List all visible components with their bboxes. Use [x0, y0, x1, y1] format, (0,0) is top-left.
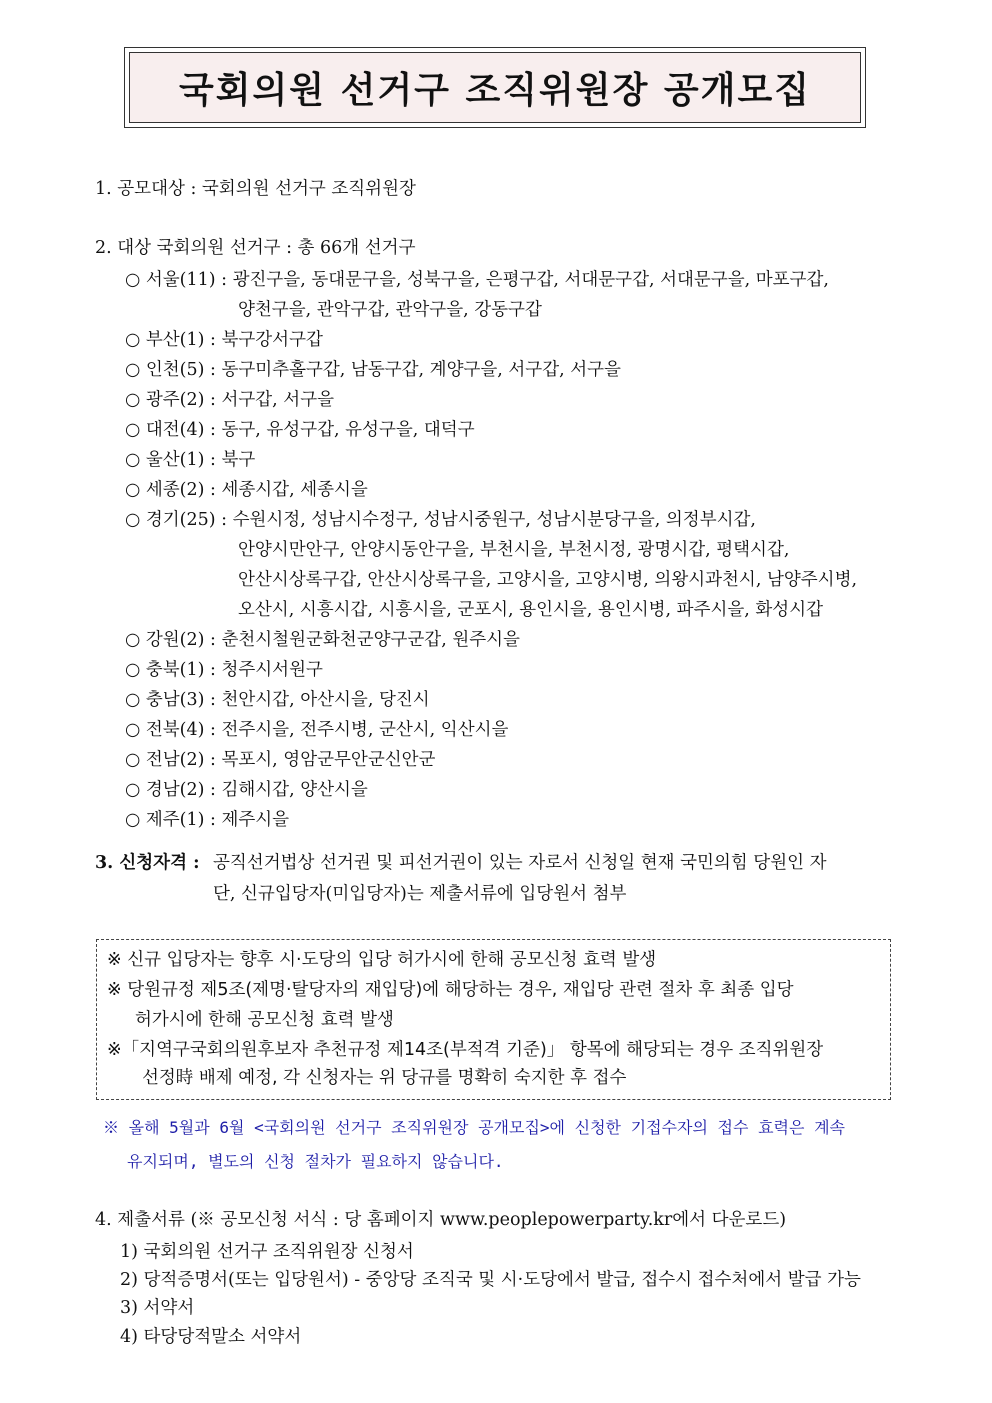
- notice-line: 선정時 배제 예정, 각 신청자는 위 당규를 명확히 숙지한 후 접수: [142, 1068, 627, 1088]
- title-box: [124, 47, 866, 128]
- district-line: 양천구을, 관악구갑, 관악구을, 강동구갑: [238, 300, 542, 320]
- district-line: ○ 경기(25) : 수원시정, 성남시수정구, 성남시중원구, 성남시분당구을, 의정부시갑,: [125, 510, 756, 530]
- district-line: ○ 전북(4) : 전주시을, 전주시병, 군산시, 익산시을: [125, 720, 509, 740]
- district-line: ○ 강원(2) : 춘천시철원군화천군양구군갑, 원주시을: [125, 630, 520, 650]
- district-line: 오산시, 시흥시갑, 시흥시을, 군포시, 용인시을, 용인시병, 파주시을, 화성시갑: [238, 600, 824, 620]
- district-line: ○ 인천(5) : 동구미추홀구갑, 남동구갑, 계양구을, 서구갑, 서구을: [125, 360, 621, 380]
- district-line: ○ 세종(2) : 세종시갑, 세종시을: [125, 480, 368, 500]
- district-line: ○ 부산(1) : 북구강서구갑: [125, 330, 323, 350]
- section-3-line-2: 단, 신규입당자(미입당자)는 제출서류에 입당원서 첨부: [213, 884, 627, 904]
- section-2-heading: 2. 대상 국회의원 선거구 : 총 66개 선거구: [95, 238, 416, 258]
- district-line: 안산시상록구갑, 안산시상록구을, 고양시을, 고양시병, 의왕시과천시, 남양주시병,: [238, 570, 858, 590]
- notice-line: ※ 신규 입당자는 향후 시·도당의 입당 허가시에 한해 공모신청 효력 발생: [107, 950, 657, 970]
- title-inner: [129, 52, 861, 123]
- district-line: ○ 울산(1) : 북구: [125, 450, 256, 470]
- document-item: 3) 서약서: [120, 1298, 195, 1318]
- district-line: ○ 대전(4) : 동구, 유성구갑, 유성구을, 대덕구: [125, 420, 475, 440]
- district-line: ○ 충북(1) : 청주시서원구: [125, 660, 323, 680]
- page-title: 국회의원 선거구 조직위원장 공개모집: [178, 70, 812, 111]
- notice-box: [96, 939, 891, 1100]
- blue-note-line-1: ※ 올해 5월과 6월 <국회의원 선거구 조직위원장 공개모집>에 신청한 기접수자의 접수 효력은 계속: [103, 1118, 845, 1137]
- notice-line: 허가시에 한해 공모신청 효력 발생: [135, 1010, 394, 1030]
- section-4-heading: 4. 제출서류 (※ 공모신청 서식 : 당 홈페이지 www.peoplepowerparty.kr에서 다운로드): [95, 1210, 787, 1230]
- document-item: 2) 당적증명서(또는 입당원서) - 중앙당 조직국 및 시·도당에서 발급, 접수시 접수처에서 발급 가능: [120, 1270, 861, 1290]
- district-line: ○ 서울(11) : 광진구을, 동대문구을, 성북구을, 은평구갑, 서대문구갑, 서대문구을, 마포구갑,: [125, 270, 829, 290]
- notice-line: ※「지역구국회의원후보자 추천규정 제14조(부적격 기준)」 항목에 해당되는 경우 조직위원장: [107, 1040, 824, 1060]
- notice-line: ※ 당원규정 제5조(제명·탈당자의 재입당)에 해당하는 경우, 재입당 관련 절차 후 최종 입당: [107, 980, 794, 1000]
- district-line: ○ 제주(1) : 제주시을: [125, 810, 290, 830]
- document-item: 4) 타당당적말소 서약서: [120, 1327, 302, 1347]
- blue-note-line-2: 유지되며, 별도의 신청 절차가 필요하지 않습니다.: [127, 1152, 504, 1171]
- document-item: 1) 국회의원 선거구 조직위원장 신청서: [120, 1242, 414, 1262]
- section-3-heading: 3. 신청자격 :: [95, 853, 200, 873]
- section-3-line-1: 공직선거법상 선거권 및 피선거권이 있는 자로서 신청일 현재 국민의힘 당원인 자: [213, 853, 827, 873]
- district-line: ○ 충남(3) : 천안시갑, 아산시을, 당진시: [125, 690, 430, 710]
- district-line: ○ 전남(2) : 목포시, 영암군무안군신안군: [125, 750, 436, 770]
- district-line: ○ 광주(2) : 서구갑, 서구을: [125, 390, 335, 410]
- district-line: ○ 경남(2) : 김해시갑, 양산시을: [125, 780, 368, 800]
- district-line: 안양시만안구, 안양시동안구을, 부천시을, 부천시정, 광명시갑, 평택시갑,: [238, 540, 790, 560]
- section-1: 1. 공모대상 : 국회의원 선거구 조직위원장: [95, 179, 416, 199]
